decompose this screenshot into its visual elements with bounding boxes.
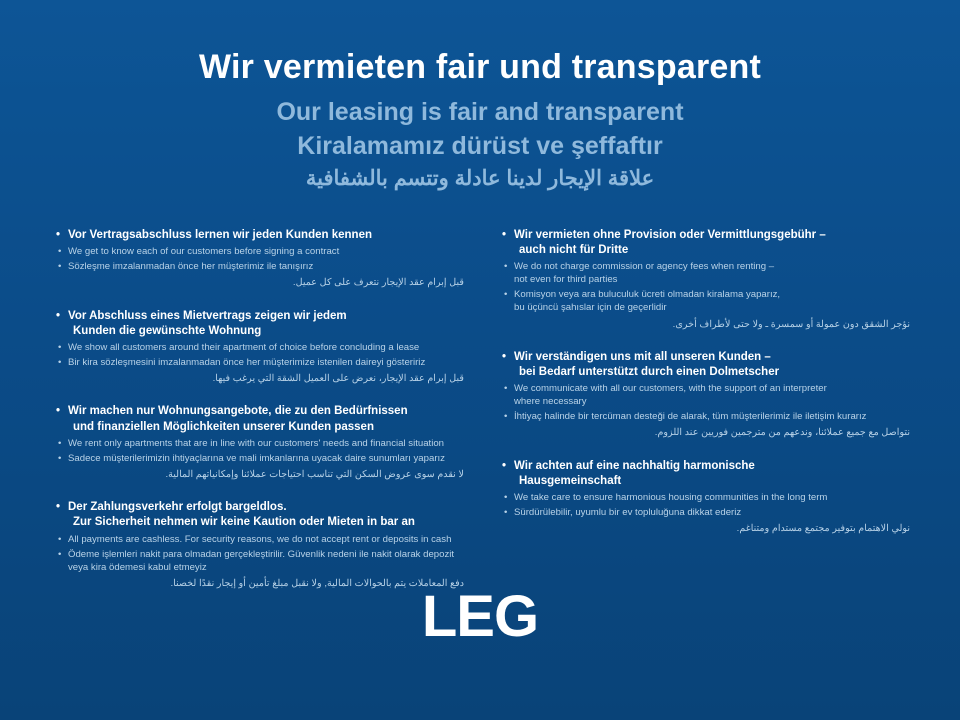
bullet-icon: • [502,229,507,241]
left-column [56,228,466,609]
item-text-tr-line: Bir kira sözleşmesini imzalanmadan önce her müşterimize istenilen daireyi gösteririz [68,357,426,369]
bullet-icon: • [504,383,508,395]
item-text-en-line: We communicate with all our customers, with the support of an interpreter [514,383,827,395]
content-columns [56,228,912,609]
item-heading-line1: Wir achten auf eine nachhaltig harmonische [514,459,755,472]
item-text-en-line: We show all customers around their apartment of choice before concluding a lease [68,342,420,353]
item-text-en [56,533,466,546]
bullet-icon: • [504,289,508,301]
item-text-tr-cont: bu üçüncü şahıslar için de geçerlidir [514,302,667,314]
item-heading-line1: Wir vermieten ohne Provision oder Vermittlungsgebühr – [514,229,826,241]
slide-headings [0,48,960,192]
bullet-icon: • [58,342,62,353]
bullet-icon: • [502,350,507,363]
logo-text: LEG [421,584,539,649]
item-heading-line2: und finanziellen Möglichkeiten unserer Kunden passen [73,420,374,433]
item-heading-line1: Vor Vertragsabschluss lernen wir jeden Kunden kennen [68,229,372,241]
item-text-tr-line: Sözleşme imzalanmadan önce her müşterimiz ile tanışırız [68,261,314,273]
item-heading-de [56,404,466,434]
item-heading-line1: Wir verständigen uns mit all unseren Kunden – [514,350,771,363]
list-item [502,228,912,332]
item-text-ar: نؤجر الشقق دون عمولة أو سمسرة ـ ولا حتى لأطراف أخرى. [672,318,910,330]
item-text-ar: نتواصل مع جميع عملائنا، وندعهم من مترجمين فوريين عند اللزوم. [654,427,910,439]
item-text-tr-cont: veya kira ödemesi kabul etmeyiz [68,561,207,573]
item-text-tr [56,356,466,369]
item-text-tr-line: Sürdürülebilir, uyumlu bir ev topluluğuna dikkat ederiz [514,507,742,519]
bullet-icon: • [58,357,62,369]
bullet-icon: • [58,452,62,464]
list-item [502,350,912,441]
item-text-tr [502,410,912,423]
item-text-tr [56,548,466,574]
brand-logo [0,584,960,649]
item-heading-line2: bei Bedarf unterstützt durch einen Dolmetscher [519,366,780,379]
bullet-icon: • [56,309,61,322]
bullet-icon: • [58,437,62,449]
item-text-en [56,245,466,258]
bullet-icon: • [504,507,508,519]
item-heading-line2: Zur Sicherheit nehmen wir keine Kaution oder Mieten in bar an [73,516,415,529]
item-text-en-line: We take care to ensure harmonious housing communities in the long term [514,492,828,504]
page-title-ar: علاقة الإيجار لدينا عادلة وتتسم بالشفافية [305,167,655,191]
list-item [502,459,912,537]
item-heading-de [56,309,466,339]
item-text-en-line: We do not charge commission or agency fees when renting – [514,261,775,273]
item-heading-de [56,228,466,243]
bullet-icon: • [58,533,62,545]
item-text-en [502,382,912,408]
bullet-icon: • [504,492,508,504]
bullet-icon: • [58,261,62,273]
item-heading-de [502,459,912,489]
item-text-ar: دفع المعاملات يتم بالحوالات المالية, ولا نقبل مبلغ تأمين أو إيجار نقدًا لخصنا. [170,577,464,589]
item-heading-line1: Der Zahlungsverkehr erfolgt bargeldlos. [68,501,287,514]
item-text-en-line: All payments are cashless. For security reasons, we do not accept rent or deposits in cash [68,533,452,545]
page-title-en: Our leasing is fair and transparent [276,98,684,127]
item-text-tr [502,288,912,314]
item-text-en-cont: where necessary [514,396,587,408]
item-text-en-line: We rent only apartments that are in line with our customers' needs and financial situation [68,437,445,449]
item-heading-line1: Wir machen nur Wohnungsangebote, die zu den Bedürfnissen [68,405,408,418]
item-heading-line2: Kunden die gewünschte Wohnung [73,324,262,337]
item-text-ar: لا نقدم سوى عروض السكن التي تناسب احتياجات عملائنا وإمكانياتهم المالية. [165,468,464,480]
bullet-icon: • [56,501,61,514]
item-text-tr [56,260,466,273]
item-text-ar: قبل إبرام عقد الإيجار، نعرض على العميل الشقة التي يرغب فيها. [212,373,464,385]
item-heading-de [502,350,912,380]
item-text-tr-line: Komisyon veya ara buluculuk ücreti olmadan kiralama yaparız, [514,289,781,301]
item-text-en [502,491,912,504]
item-text-tr-line: İhtiyaç halinde bir tercüman desteği de alarak, tüm müşterilerimiz ile iletişim kurarız [514,411,867,423]
item-heading-de [56,500,466,530]
item-text-tr [502,506,912,519]
item-text-en [56,341,466,354]
bullet-icon: • [56,405,61,418]
item-heading-line2: Hausgemeinschaft [519,474,622,487]
item-text-ar: نولي الاهتمام بتوفير مجتمع مستدام ومتناغم. [736,523,910,535]
bullet-icon: • [504,411,508,423]
item-text-tr-line: Ödeme işlemleri nakit para olmadan gerçekleştirilir. Güvenlik nedeni ile nakit olarak depozit [68,548,455,560]
list-item [56,228,466,291]
bullet-icon: • [58,548,62,560]
item-text-en [56,437,466,450]
item-text-tr [56,452,466,465]
list-item [56,404,466,482]
item-heading-line2: auch nicht für Dritte [519,244,629,257]
list-item [56,309,466,387]
item-text-tr-line: Sadece müşterilerimizin ihtiyaçlarına ve mali imkanlarına uyacak daire sunumları yaparız [68,452,445,464]
list-item [56,500,466,591]
bullet-icon: • [56,229,61,241]
bullet-icon: • [502,459,507,472]
page-title-tr: Kiralamamız dürüst ve şeffaftır [297,132,663,161]
item-text-en [502,260,912,286]
page-title-de: Wir vermieten fair und transparent [199,48,761,86]
right-column [502,228,912,609]
bullet-icon: • [58,246,62,258]
item-text-en-line: We get to know each of our customers before signing a contract [68,246,340,258]
item-heading-de [502,228,912,258]
item-heading-line1: Vor Abschluss eines Mietvertrags zeigen wir jedem [68,309,347,322]
bullet-icon: • [504,261,508,273]
item-text-ar: قبل إبرام عقد الإيجار نتعرف على كل عميل. [292,277,464,289]
item-text-en-cont: not even for third parties [514,274,618,286]
